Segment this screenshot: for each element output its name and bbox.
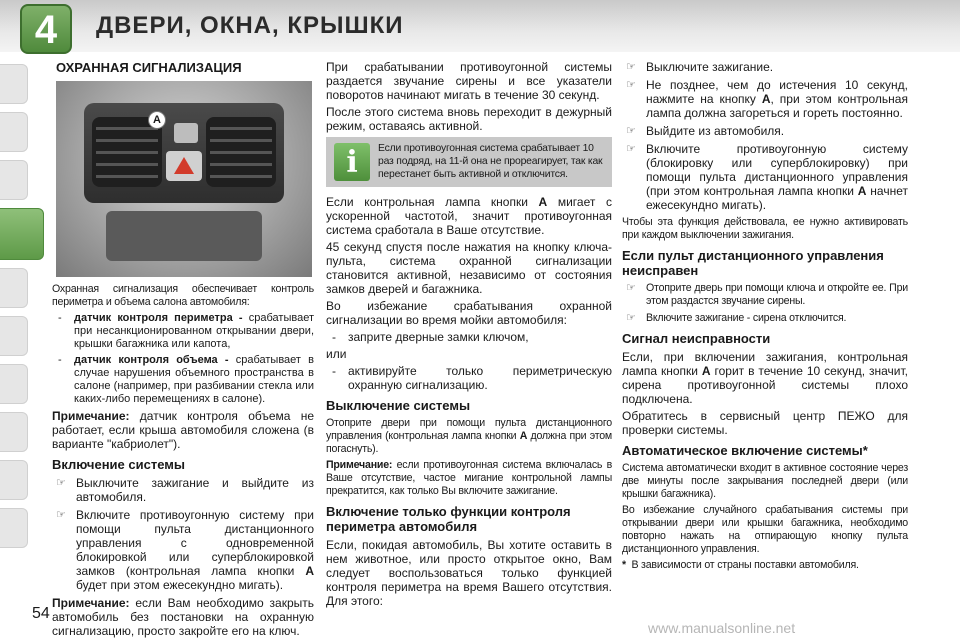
- hazard-triangle-icon: [174, 157, 194, 174]
- paragraph: Если контрольная лампа кнопки A мигает с ускоренной частотой, значит противоугонная система сработала в Ваше отсутствие.: [326, 195, 613, 237]
- page-number: 54: [32, 605, 50, 622]
- section-heading: Включение системы: [52, 457, 185, 472]
- list-item: ☞ Включите противоугонную систему (блокировку или суперблокировку) при помощи пульта дистанционного управления (при этом контрольная лампа кнопки A начнет ежесекундно мигать).: [626, 142, 908, 212]
- list-item: - активируйте только периметрическую охранную сигнализацию.: [332, 364, 612, 392]
- chapter-tab[interactable]: [0, 508, 28, 548]
- paragraph: После этого система вновь переходит в дежурный режим, оставаясь активной.: [326, 105, 612, 133]
- chapter-number: 4: [34, 8, 58, 52]
- center-console: [84, 103, 284, 203]
- note-text: Примечание: если Вам необходимо закрыть автомобиль без постановки на охранную сигнализацию, просто закройте его на ключ.: [52, 596, 314, 638]
- paragraph: Если, при включении зажигания, контрольная лампа кнопки A горит в течение 10 секунд, значит, сирена противоугонной системы плохо подключена.: [622, 350, 908, 406]
- callout-label: A: [148, 111, 166, 129]
- footnote: * В зависимости от страны поставки автомобиля.: [622, 559, 859, 571]
- paragraph: или: [326, 347, 347, 361]
- chapter-tab[interactable]: [0, 412, 28, 452]
- chapter-tab[interactable]: [0, 64, 28, 104]
- list-item: - датчик контроля объема - срабатывает в случае нарушения объемного пространства в салоне (например, при разбивании стекла или каких-либо перемещениях в салоне).: [58, 354, 314, 405]
- section-title: ОХРАННАЯ СИГНАЛИЗАЦИЯ: [56, 60, 242, 75]
- paragraph: Во избежание случайного срабатывания системы при открывании двери или крышки багажника, необходимо повторно нажать на отпирающую кнопку пульта дистанционного управления.: [622, 504, 908, 555]
- note-text: Примечание: датчик контроля объема не работает, если крыша автомобиля сложена (в варианте "кабриолет").: [52, 409, 314, 451]
- page-header: [0, 0, 960, 52]
- section-heading: Автоматическое включение системы*: [622, 443, 868, 458]
- chapter-tab[interactable]: [0, 460, 28, 500]
- column-right: [622, 60, 908, 575]
- section-heading: Если пульт дистанционного управления неисправен: [622, 248, 884, 278]
- list-item: ☞ Включите зажигание - сирена отключится.: [626, 312, 847, 324]
- list-item: ☞ Выключите зажигание.: [626, 60, 774, 74]
- watermark-text: www.manualsonline.net: [648, 620, 796, 636]
- list-item: ☞ Отоприте дверь при помощи ключа и откройте ее. При этом раздастся звучание сирены.: [626, 282, 908, 307]
- hazard-button: [166, 151, 202, 181]
- bullet-arrow-icon: ☞: [56, 477, 66, 489]
- list-item: ☞ Выключите зажигание и выйдите из автомобиля.: [56, 476, 314, 504]
- paragraph: Если, покидая автомобиль, Вы хотите оставить в нем животное, или просто открытое окно, Вам следует воспользоваться только функцией контроля периметра на время Вашего отсутствия. Для этого:: [326, 538, 612, 608]
- radio-panel: [106, 211, 262, 261]
- paragraph: Отоприте двери при помощи пульта дистанционного управления (контрольная лампа кнопки A должна при этом погаснуть).: [326, 417, 612, 455]
- bullet-arrow-icon: ☞: [626, 61, 636, 73]
- bullet-arrow-icon: ☞: [626, 312, 636, 324]
- paragraph: Система автоматически входит в активное состояние через две минуты после закрывания последней двери (или крышки багажника).: [622, 462, 908, 500]
- paragraph: 45 секунд спустя после нажатия на кнопку ключа-пульта, система охранной сигнализации становится активной, независимо от состояния замков дверей и багажника.: [326, 240, 612, 296]
- bullet-arrow-icon: ☞: [626, 125, 636, 137]
- paragraph: Обратитесь в сервисный центр ПЕЖО для проверки системы.: [622, 409, 908, 437]
- bullet-arrow-icon: ☞: [626, 143, 636, 155]
- intro-text: Охранная сигнализация обеспечивает контроль периметра и объема салона автомобиля:: [52, 283, 314, 308]
- chapter-tab[interactable]: [0, 268, 28, 308]
- list-item: ☞ Выйдите из автомобиля.: [626, 124, 785, 138]
- list-item: ☞ Не позднее, чем до истечения 10 секунд, нажмите на кнопку A, при этом контрольная лампа должна загореться и гореть постоянно.: [626, 78, 908, 120]
- chapter-tab-active[interactable]: [0, 208, 44, 260]
- bullet-arrow-icon: ☞: [626, 282, 636, 294]
- bullet-arrow-icon: ☞: [56, 509, 66, 521]
- chapter-tab-rail: [0, 56, 34, 586]
- paragraph: Чтобы эта функция действовала, ее нужно активировать при каждом выключении зажигания.: [622, 216, 908, 241]
- chapter-tab[interactable]: [0, 160, 28, 200]
- page-title: ДВЕРИ, ОКНА, КРЫШКИ: [96, 12, 404, 39]
- air-vent-right: [206, 117, 276, 187]
- chapter-badge: [20, 4, 72, 54]
- column-left: [52, 60, 314, 640]
- chapter-tab[interactable]: [0, 364, 28, 404]
- chapter-tab[interactable]: [0, 316, 28, 356]
- list-item: - датчик контроля периметра - срабатывает при несанкционированном открывании двери, крышки багажника или капота,: [58, 312, 314, 350]
- section-heading: Сигнал неисправности: [622, 331, 771, 346]
- dashboard-photo: [56, 81, 312, 277]
- paragraph: При срабатывании противоугонной системы раздается звучание сирены и все указатели поворотов начинают мигать в течение 30 секунд.: [326, 60, 612, 102]
- paragraph: Во избежание срабатывания охранной сигнализации во время мойки автомобиля:: [326, 299, 612, 327]
- list-item: - заприте дверные замки ключом,: [332, 330, 529, 344]
- section-heading: Выключение системы: [326, 398, 471, 413]
- list-item: ☞ Включите противоугонную систему при помощи пульта дистанционного управления с одновременной блокировкой или суперблокировкой замков (контрольная лампа кнопки A будет при этом ежесекундно мигать).: [56, 508, 314, 592]
- section-heading: Включение только функции контроля периметра автомобиля: [326, 504, 571, 534]
- bullet-arrow-icon: ☞: [626, 79, 636, 91]
- info-box: i Если противоугонная система срабатывает 10 раз подряд, на 11-й она не прореагирует, так как перестанет быть активной и отключится.: [326, 137, 612, 187]
- note-text: Примечание: если противоугонная система включалась в Ваше отсутствие, частое мигание контрольной лампы прекратится, как только Вы включите зажигание.: [326, 459, 612, 497]
- alarm-button-a: [174, 123, 198, 143]
- column-middle: [326, 60, 612, 611]
- chapter-tab[interactable]: [0, 112, 28, 152]
- info-icon: i: [334, 143, 370, 181]
